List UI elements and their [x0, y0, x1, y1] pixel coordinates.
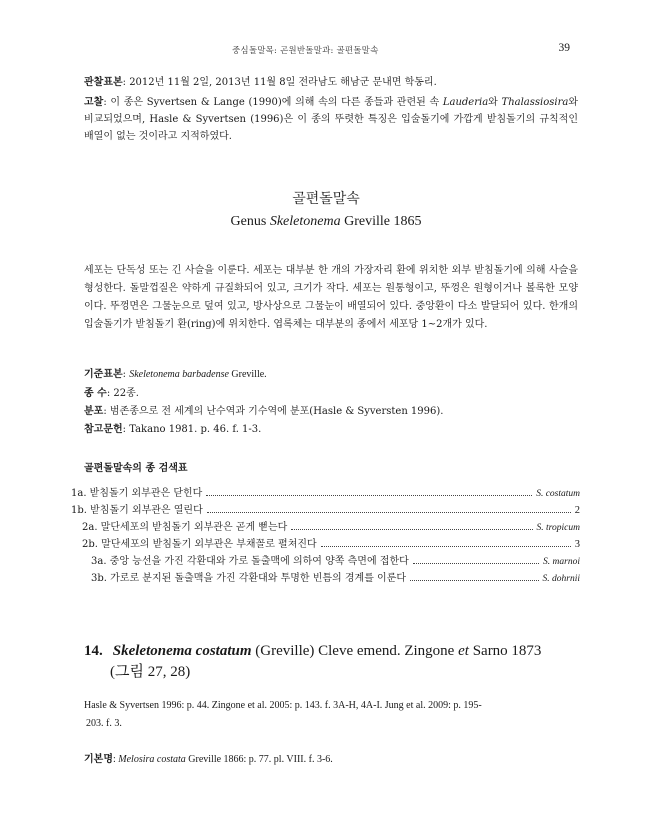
genus-latin-title [0, 214, 652, 230]
leader-dots [410, 580, 538, 581]
reference-line-2: 203. f. 3. [86, 718, 122, 729]
type-species-line: 기준표본: Skeletonema barbadense Greville. [84, 369, 267, 380]
key-entry-label: 1b. 받침돌기 외부관은 열린다 [71, 505, 203, 516]
remarks-label: 고찰 [84, 97, 104, 108]
key-entry-result: S. tropicum [536, 523, 580, 533]
distribution-line [84, 403, 578, 420]
species-count-line [84, 385, 578, 402]
key-entry-result: 2 [574, 505, 580, 516]
key-entry-label: 2a. 말단세포의 받침돌기 외부관은 곧게 뻗는다 [82, 522, 288, 533]
basionym-name: Melosira costata [118, 754, 186, 765]
running-title: 중심돌말목: 곤원반돌말과: 골편돌말속 [232, 46, 379, 56]
type-author: Greville. [228, 369, 267, 380]
key-entry-1a [71, 484, 580, 500]
observation-label: 관찰표본 [84, 77, 123, 88]
reference-line-1: Hasle & Syvertsen 1996: p. 44. Zingone et al. 2005: p. 143. f. 3A-H, 4A-I. Jung et al. 2009: p. 195- [84, 700, 482, 711]
key-heading: 골편돌말속의 종 검색표 [84, 463, 188, 474]
species-heading [84, 641, 584, 683]
key-entry-label: 3b. 가로로 분지된 돌출맥을 가진 각환대와 투명한 빈틈의 경계를 이룬다 [91, 573, 407, 584]
genus-prefix: Genus [230, 214, 270, 229]
observation-text: : 2012년 11월 2일, 2013년 11월 8일 전라남도 해남군 문내면 학동리. [122, 77, 437, 88]
basionym-colon: : [112, 754, 119, 765]
remarks-text: 와 비교되었으며, Hasle & Syvertsen (1996)은 이 종의 뚜렷한 특징은 입술돌기에 가깝게 받침돌기의 규칙적인 배열이 없는 것이라고 지적하였다. [84, 97, 578, 142]
leader-dots [413, 563, 539, 564]
reference-value: : Takano 1981. p. 46. f. 1-3. [122, 424, 262, 435]
species-et: et [458, 643, 469, 659]
key-entry-2b [82, 535, 580, 551]
count-label: 종 수 [84, 388, 107, 399]
page-number: 39 [558, 42, 570, 54]
references-line [84, 421, 578, 438]
species-authority-year: Sarno 1873 [468, 643, 542, 659]
key-entry-result: S. dohrnii [542, 574, 580, 584]
species-name: Skeletonema costatum [112, 643, 252, 659]
genus-korean-title: 골편돌말속 [292, 191, 360, 207]
page-header [0, 44, 652, 58]
key-entry-3a [91, 552, 580, 568]
key-entry-2a [82, 518, 580, 534]
reference-label: 참고문헌 [84, 424, 123, 435]
remarks-paragraph [84, 94, 578, 145]
basionym-label: 기본명 [84, 754, 113, 765]
count-value: : 22종. [106, 388, 139, 399]
genus-lauderia: Lauderia [442, 97, 489, 108]
key-entry-result: S. marnoi [543, 557, 580, 567]
leader-dots [321, 546, 571, 547]
species-figures: (그림 27, 28) [110, 664, 191, 680]
key-entry-result: 3 [574, 539, 580, 550]
genus-authority: Greville 1865 [340, 214, 422, 229]
basionym-line [84, 750, 333, 765]
leader-dots [207, 512, 571, 513]
species-references [84, 697, 584, 733]
key-entry-result: S. costatum [536, 489, 580, 499]
species-number: 14. [84, 643, 103, 659]
genus-name: Skeletonema [269, 214, 341, 229]
type-label: 기준표본 [84, 369, 123, 380]
observation-paragraph [84, 74, 578, 91]
basionym-rest: Greville 1866: p. 77. pl. VIII. f. 3-6. [185, 754, 333, 765]
distribution-label: 분포 [84, 406, 104, 417]
genus-thalassiosira: Thalassiosira [501, 97, 569, 108]
key-entry-1b [71, 501, 580, 517]
key-entry-label: 2b. 말단세포의 받침돌기 외부관은 부채꼴로 펼쳐진다 [82, 539, 317, 550]
type-species: Skeletonema barbadense [129, 369, 229, 380]
genus-description: 세포는 단독성 또는 긴 사슬을 이룬다. 세포는 대부분 한 개의 가장자리 환에 위치한 외부 받침돌기에 의해 사슬을 형성한다. 돌말껍질은 약하게 규질화되어 있고, 크기가 작다. 세포는 원통형이고, 뚜껑은 원형이거나 볼록한 모양이다. 뚜껑면은 그물눈으로 덮여 있고, 방사상으로 그물눈이 배열되어 있다. 중앙환이 다소 발달되어 있다. 한개의 입술돌기가 받침돌기 환(ring)에 위치한다. 엽록체는 대부분의 종에서 세포당 1~2개가 있다. [84, 265, 578, 330]
distribution-value: : 범존종으로 전 세계의 난수역과 기수역에 분포(Hasle & Syversten 1996). [103, 406, 444, 417]
species-authority: (Greville) Cleve emend. Zingone [251, 643, 459, 659]
leader-dots [206, 495, 532, 496]
key-entry-label: 1a. 받침돌기 외부관은 닫힌다 [71, 488, 203, 499]
remarks-text: 와 [488, 97, 502, 108]
leader-dots [291, 529, 532, 530]
key-entry-label: 3a. 중앙 능선을 가진 각환대와 가로 돌출맥에 의하여 양쪽 측면에 접한다 [91, 556, 409, 567]
remarks-text: : 이 종은 Syvertsen & Lange (1990)에 의해 속의 다른 종들과 관련된 속 [103, 97, 443, 108]
key-entry-3b [91, 569, 580, 585]
